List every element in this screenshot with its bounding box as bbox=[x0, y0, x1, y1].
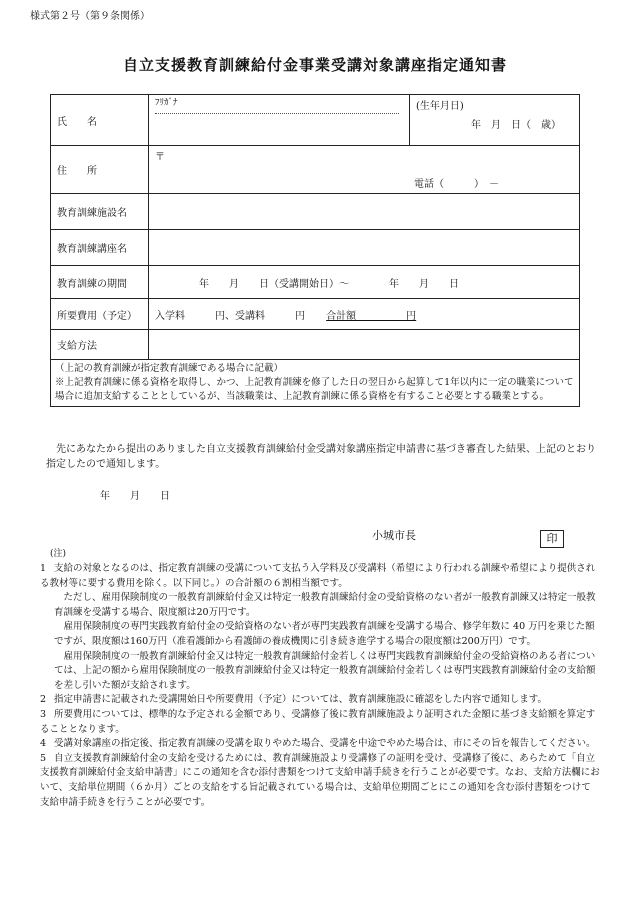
note-number: 1 bbox=[40, 563, 47, 574]
issuer-name: 小城市長 bbox=[372, 529, 416, 542]
note-item-text: 所要費用については、標準的な予定される金額であり、受講修了後に教育訓練施設より証明された金額に基づき支給額を算定することとなります。 bbox=[40, 708, 596, 735]
notes-heading: (注) bbox=[50, 549, 67, 559]
document-title: 自立支援教育訓練給付金事業受講対象講座指定通知書 bbox=[122, 56, 507, 74]
note-item bbox=[40, 708, 600, 737]
note-number: 3 bbox=[40, 708, 47, 720]
note-item bbox=[40, 650, 600, 694]
postal-mark: 〒 bbox=[155, 152, 165, 163]
note-number: 4 bbox=[40, 738, 47, 750]
payment-value[interactable] bbox=[149, 330, 580, 360]
period-label: 教育訓練の期間 bbox=[51, 266, 149, 299]
period-row bbox=[51, 266, 580, 299]
note-item-text: 自立支援教育訓練給付金の支給を受けるためには、教育訓練施設より受講修了の証明を受け、受講修了後に、あらためて「自立支援教育訓練給付金支給申請書」にこの通知を含む添付書類をつけて支給申請手続きを行うことが必要です。なお、支給方法欄において、支給単位期間（６か月）ごとの支給をする旨記載されている場合は、支給単位期間ごとにこの通知を含む添付書類をつけて支給申請手続きを行うことが必要です。 bbox=[40, 752, 600, 808]
cost-total: 合計額 円 bbox=[326, 310, 417, 322]
note-item bbox=[40, 562, 600, 591]
cost-admission: 入学料 円、受講料 円 bbox=[155, 310, 305, 322]
birth-value: 年 月 日（ 歳） bbox=[471, 120, 561, 131]
note-item-text: 支給の対象となるのは、指定教育訓練の受講について支払う入学料及び受講料（希望により行われる訓練や希望により提供される教材等に要する費用を除く。以下同じ。）の合計額の６割相当額です。 bbox=[40, 563, 596, 589]
note-item bbox=[40, 752, 600, 810]
cost-row bbox=[51, 299, 580, 330]
name-cell[interactable] bbox=[149, 95, 410, 146]
note-heading: （上記の教育訓練が指定教育訓練である場合に記載） bbox=[55, 363, 284, 374]
facility-row bbox=[51, 194, 580, 230]
date-line: 年 月 日 bbox=[100, 491, 170, 502]
note-item bbox=[40, 591, 600, 620]
phone-field: 電話（ ） － bbox=[414, 179, 499, 190]
note-item-text: 雇用保険制度の専門実践教育給付金の受給資格のない者が専門実践教育訓練を受講する場合、修学年数に 40 万円を乗じた額ですが、限度額は160万円（准看護師から看護師の養成機関に引き続き進学する場合の限度額は200万円）です。 bbox=[54, 621, 595, 647]
note-item bbox=[40, 737, 600, 752]
payment-row bbox=[51, 330, 580, 360]
notes-list bbox=[40, 562, 600, 810]
seal-mark: 印 bbox=[540, 530, 564, 548]
note-item bbox=[40, 620, 600, 649]
facility-label: 教育訓練施設名 bbox=[51, 194, 149, 230]
note-item-text: ただし、雇用保険制度の一般教育訓練給付金又は特定一般教育訓練給付金の受給資格のない者が一般教育訓練又は特定一般教育訓練を受講する場合、限度額は20万円です。 bbox=[54, 592, 596, 618]
address-row bbox=[51, 146, 580, 194]
cost-value[interactable] bbox=[149, 299, 580, 330]
course-row bbox=[51, 230, 580, 266]
note-item-text: 指定申請書に記載された受講開始日や所要費用（予定）については、教育訓練施設に確認をした内容で通知します。 bbox=[54, 694, 548, 706]
birth-label: (生年月日) bbox=[416, 101, 464, 112]
application-table bbox=[50, 94, 580, 407]
note-number: 2 bbox=[40, 694, 47, 706]
name-row bbox=[51, 95, 580, 146]
note-cell bbox=[51, 360, 580, 407]
cost-label: 所要費用（予定） bbox=[51, 299, 149, 330]
note-item-text: 雇用保険制度の一般教育訓練給付金又は特定一般教育訓練給付金若しくは専門実践教育訓練給付金の受給資格のある者については、上記の額から雇用保険制度の一般教育訓練給付金又は特定一般教育訓練給付金若しくは専門実践教育訓練給付金の支給額を差し引いた額が支給されます。 bbox=[54, 650, 596, 691]
furigana-divider bbox=[155, 109, 399, 114]
note-item bbox=[40, 693, 600, 708]
period-value[interactable]: 年 月 日（受講開始日）～ 年 月 日 bbox=[149, 266, 580, 299]
note-number: 5 bbox=[40, 752, 47, 764]
note-item-text: 受講対象講座の指定後、指定教育訓練の受講を取りやめた場合、受講を中途でやめた場合は、市にその旨を報告してください。 bbox=[54, 738, 596, 750]
seal-wrap bbox=[540, 527, 564, 548]
form-style-label: 様式第２号（第９条関係） bbox=[30, 11, 150, 22]
name-label: 氏 名 bbox=[51, 95, 149, 146]
course-label: 教育訓練講座名 bbox=[51, 230, 149, 266]
address-label: 住 所 bbox=[51, 146, 149, 194]
address-cell[interactable] bbox=[149, 146, 580, 194]
furigana-label: ﾌﾘｶﾞﾅ bbox=[155, 98, 178, 108]
birth-cell[interactable] bbox=[410, 95, 580, 146]
notice-text: 先にあなたから提出のありました自立支援教育訓練給付金受講対象講座指定申請書に基づき審査した結果、上記のとおり指定したので通知します。 bbox=[46, 444, 596, 470]
facility-value[interactable] bbox=[149, 194, 580, 230]
payment-label: 支給方法 bbox=[51, 330, 149, 360]
note-row bbox=[51, 360, 580, 407]
note-text: ※上記教育訓練に係る資格を取得し、かつ、上記教育訓練を修了した日の翌日から起算して1年以内に一定の職業について場合に追加支給することとしているが、当該職業は、上記教育訓練に係る資格を有すること必要とする職業とする。 bbox=[55, 377, 574, 402]
course-value[interactable] bbox=[149, 230, 580, 266]
